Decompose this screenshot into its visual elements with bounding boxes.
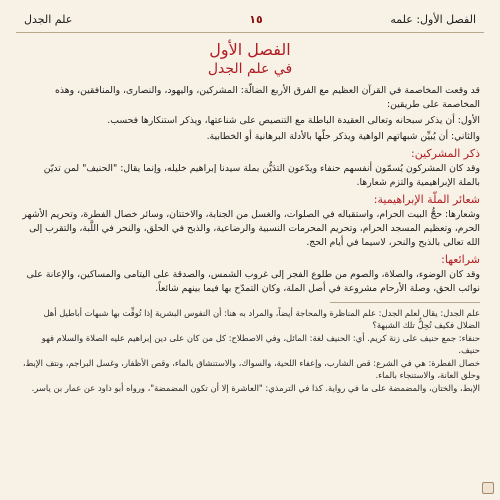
paragraph-polytheists: وقد كان المشركون يُسمّون أنفسهم حنفاء ويدّعون التدَيُّن بملة سيدنا إبراهيم خليله، وإنما يقال: "الحنيف" لمن تديّن بالملة الإبراهيمية والتزم شعارها. bbox=[43, 163, 480, 188]
footnote-1: علم الجدل: يقال لعلم الجدل: علم المناظرة والمحاجة أيضاً، والمراد به هنا: أن النفوس البشرية إذا تُوقِّت بها شبهات أباطيل أهل الضلال فكيف تُحِلُّ تلك الشبهة؟ bbox=[43, 308, 480, 330]
paragraph-laws: وقد كان الوضوء، والصلاة، والصوم من طلوع الفجر إلى غروب الشمس، والصدقة على اليتامى والمساكين، والإعانة على نوائب الحق، وصلة الأرحام مشروعة في أصل الملة، وكان التمدّح بها فيما بينهم شائعاً. bbox=[26, 269, 480, 294]
paragraph-rites: وشعارها: حجُّ البيت الحرام، واستقباله في الصلوات، والغسل من الجنابة، والاختتان، وسائر خصال الفطرة، وتحريم الأشهر الحرم، وتعظيم المسجد الحرام، وتحريم المحرمات النسبية والرضاعية، والذبح في الحلق، والنحر في اللَّبة، والتقرب إلى الله تعالى بالذبح والنحر، لاسيما في أيام الحج. bbox=[22, 209, 480, 248]
running-header bbox=[16, 10, 484, 33]
page-number: ١٥ bbox=[249, 13, 263, 26]
footnote-4: الإبط، والختان، والمضمضة على ما في رواية. كذا في الترمذي: "العاشرة إلا أن تكون المضمضة"، ورواه أبو داود عن عمار بن ياسر. bbox=[31, 383, 480, 393]
page-content bbox=[20, 38, 480, 488]
section-heading-laws: شرائعها: bbox=[441, 253, 480, 266]
section-heading-polytheists: ذكر المشركين: bbox=[411, 147, 480, 160]
footnote-3: خصال الفطرة: هي في الشرع: قص الشارب، وإعفاء اللحية، والسواك، والاستنشاق بالماء، وقص الأظفار، وغسل البراجم، ونتف الإبط، وحلق العانة، والاستنجاء بالماء. bbox=[22, 358, 480, 380]
page-corner-marker bbox=[482, 482, 494, 494]
section-heading-rites: شعائر الملّة الإبراهيمية: bbox=[373, 193, 480, 206]
paragraph-first-method: الأول: أن يذكر سبحانه وتعالى العقيدة الباطلة مع التنصيص على شناعتها، ويذكر استنكارها فحسب. bbox=[107, 115, 480, 126]
header-book-title: علم الجدل bbox=[24, 13, 73, 26]
paragraph-second-method: والثاني: أن يُبيِّن شبهاتهم الواهية ويذكر حلّها بالأدلة البرهانية أو الخطابية. bbox=[206, 131, 480, 142]
header-chapter-title: الفصل الأول: علمه bbox=[390, 13, 476, 26]
chapter-title: الفصل الأول bbox=[209, 40, 291, 59]
paragraph-intro: قد وقعت المخاصمة في القرآن العظيم مع الفرق الأربع الضالّة: المشركين، واليهود، والنصارى، والمنافقين، وهذه المخاصمة على طريقين: bbox=[55, 85, 480, 110]
footnote-2: حنفاء: جمع حنيف على زنة كريم. أي: الحنيف لغة: المائل، وفي الاصطلاح: كل من كان على دين إبراهيم عليه الصلاة والسلام فهو حنيف. bbox=[41, 333, 480, 355]
chapter-subtitle: في علم الجدل bbox=[207, 61, 293, 77]
footnote-separator bbox=[330, 302, 480, 303]
